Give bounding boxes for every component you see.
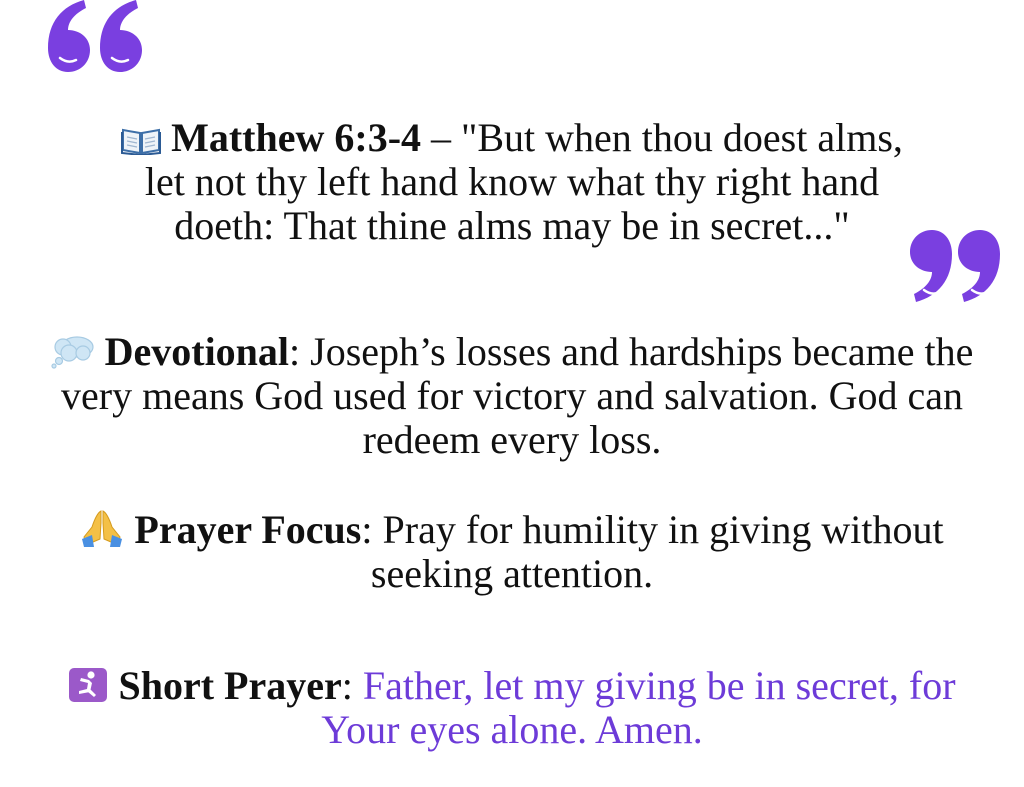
scripture-line-2: let not thy left hand know what thy right hand (144, 159, 880, 204)
short-prayer-line-2: Your eyes alone. Amen. (321, 707, 703, 752)
prayer-focus-colon: : (361, 507, 383, 552)
kneeling-person-icon (68, 667, 108, 703)
short-prayer-text-1: Father, let my giving be in secret, for (362, 663, 956, 708)
prayer-focus-text-1: Pray for humility in giving without (382, 507, 944, 552)
open-book-icon (121, 127, 161, 155)
open-quote-icon (44, 0, 148, 74)
scripture-separator: – (421, 115, 462, 160)
short-prayer-line-1 (0, 664, 1024, 708)
folded-hands-icon (80, 509, 124, 547)
thought-balloon-icon (51, 335, 95, 369)
devotional-label: Devotional (104, 329, 290, 374)
short-prayer-block (0, 664, 1024, 752)
devotional-colon: : (289, 329, 311, 374)
scripture-block (0, 116, 1024, 248)
scripture-line-1 (60, 116, 964, 160)
devotional-text-1: Joseph’s losses and hardships became the (310, 329, 974, 374)
short-prayer-colon: : (341, 663, 363, 708)
devotional-line-2: very means God used for victory and salvation. God can (61, 373, 963, 418)
prayer-focus-line-2: seeking attention. (370, 551, 654, 596)
scripture-text-1: "But when thou doest alms, (461, 115, 903, 160)
prayer-focus-label: Prayer Focus (134, 507, 362, 552)
prayer-focus-block (0, 508, 1024, 596)
devotional-line-3: redeem every loss. (362, 417, 662, 462)
devotional-block (0, 330, 1024, 462)
devotional-line-1 (0, 330, 1024, 374)
prayer-focus-line-1 (0, 508, 1024, 552)
scripture-line-3: doeth: That thine alms may be in secret..." (174, 203, 850, 248)
short-prayer-label: Short Prayer (118, 663, 342, 708)
scripture-reference: Matthew 6:3-4 (171, 115, 422, 160)
